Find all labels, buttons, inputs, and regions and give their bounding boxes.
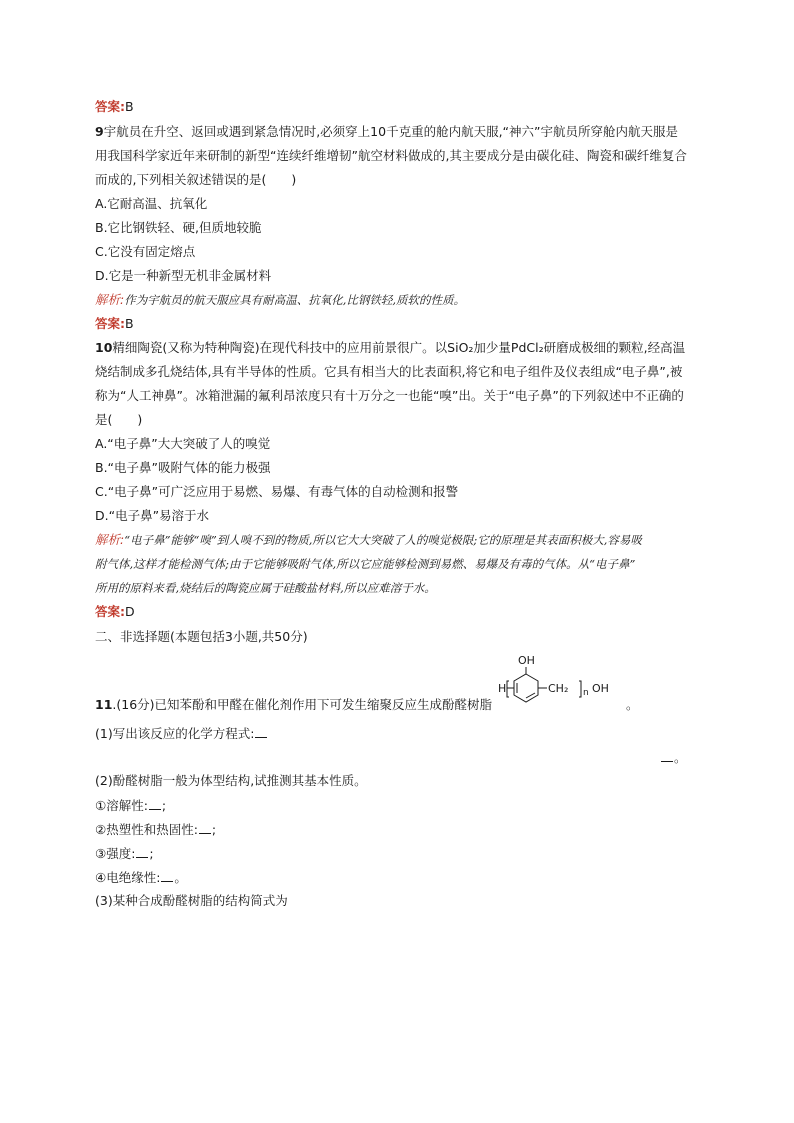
q10-analysis-2: 附气体,这样才能检测气体;由于它能够吸附气体,所以它应能够检测到易燃、易爆及有毒的气体。从“电子鼻”: [95, 557, 636, 571]
structure-ch2: CH₂: [548, 682, 569, 695]
sub-label: ①溶解性:: [95, 798, 148, 813]
section-title: 二、非选择题(本题包括3小题,共50分): [95, 629, 308, 644]
q9-option-c: C.它没有固定熔点: [95, 244, 196, 259]
q11-stem-end: 。: [626, 697, 639, 712]
sub-label: ③强度:: [95, 846, 136, 861]
answer-blank: [255, 725, 267, 738]
q9-line2: 用我国科学家近年来研制的新型“连续纤维增韧”航空材料做成的,其主要成分是由碳化硅、陶瓷和碳纤维复合: [95, 148, 687, 163]
q10-text: 精细陶瓷(又称为特种陶瓷)在现代科技中的应用前景很广。以SiO₂加少量PdCl₂研磨成极细的颗粒,经高温: [112, 340, 686, 355]
analysis-label: 解析:: [95, 292, 125, 307]
q11-part1-end: [660, 749, 687, 766]
q11-sub-2: [95, 821, 216, 838]
q10-line4: 是( ): [95, 412, 143, 427]
analysis-text: “电子鼻”能够“嗅”到人嗅不到的物质,所以它大大突破了人的嗅觉极限;它的原理是其表面积极大,容易吸: [124, 533, 642, 547]
q9-option-b: B.它比钢铁轻、硬,但质地较脆: [95, 220, 262, 235]
q10-option-d: D.“电子鼻”易溶于水: [95, 508, 210, 523]
phenol-formaldehyde-resin-structure: [498, 650, 638, 720]
q9-analysis: [95, 292, 465, 308]
q11-part3: (3)某种合成酚醛树脂的结构简式为: [95, 893, 288, 908]
question-number: 9: [95, 124, 104, 139]
q11-part2: (2)酚醛树脂一般为体型结构,试推测其基本性质。: [95, 773, 367, 788]
answer-blank: [161, 869, 173, 882]
sub-end: 。: [174, 870, 187, 885]
q9-option-a: A.它耐高温、抗氧化: [95, 196, 208, 211]
analysis-label: 解析:: [95, 532, 125, 547]
q10-option-c: C.“电子鼻”可广泛应用于易燃、易爆、有毒气体的自动检测和报警: [95, 484, 459, 499]
q10-option-a: A.“电子鼻”大大突破了人的嗅觉: [95, 436, 271, 451]
q11-sub-4: [95, 869, 187, 886]
answer-label: 答案:: [95, 604, 125, 619]
q10-line3: 称为“人工神鼻”。冰箱泄漏的氟利昂浓度只有十万分之一也能“嗅”出。关于“电子鼻”的下列叙述中不正确的: [95, 388, 684, 403]
answer-value: B: [125, 99, 134, 114]
answer-value: D: [125, 604, 135, 619]
answer-blank: [136, 845, 148, 858]
question-number: 10: [95, 340, 113, 355]
q10-analysis-3: 所用的原料来看,烧结后的陶瓷应属于硅酸盐材料,所以应难溶于水。: [95, 581, 436, 595]
q9-line1: [95, 124, 678, 140]
q9-line3: 而成的,下列相关叙述错误的是( ): [95, 172, 297, 187]
answer-label: 答案:: [95, 99, 125, 114]
answer-blank: [661, 749, 673, 762]
q8-answer: [95, 99, 134, 115]
q11-part1: [95, 725, 268, 742]
q10-line2: 烧结制成多孔烧结体,具有半导体的性质。它具有相当大的比表面积,将它和电子组件及仪表组成“电子鼻”,被: [95, 364, 683, 379]
structure-oh-top: OH: [518, 654, 535, 667]
answer-blank: [149, 797, 161, 810]
q10-line1: [95, 340, 685, 356]
sub-end: ;: [161, 798, 167, 813]
structure-oh-right: OH: [592, 682, 609, 695]
q9-option-d: D.它是一种新型无机非金属材料: [95, 268, 272, 283]
question-number: 11: [95, 697, 113, 712]
q9-text: 宇航员在升空、返回或遇到紧急情况时,必须穿上10千克重的舱内航天服,“神六”宇航员所穿舱内航天服是: [103, 124, 679, 139]
answer-blank: [199, 821, 211, 834]
q11-sub-3: [95, 845, 154, 862]
sub-label: ②热塑性和热固性:: [95, 822, 198, 837]
q11-part1-text: (1)写出该反应的化学方程式:: [95, 726, 255, 741]
structure-n: n: [583, 688, 589, 698]
sub-end: ;: [149, 846, 154, 861]
sub-label: ④电绝缘性:: [95, 870, 161, 885]
q9-answer: [95, 316, 134, 332]
q10-analysis-1: [95, 532, 642, 548]
q10-answer: [95, 604, 135, 620]
analysis-text: 作为宇航员的航天服应具有耐高温、抗氧化,比钢铁轻,质软的性质。: [124, 293, 466, 307]
q11-text: .(16分)已知苯酚和甲醛在催化剂作用下可发生缩聚反应生成酚醛树脂: [112, 697, 493, 712]
q11-sub-1: [95, 797, 166, 814]
q10-option-b: B.“电子鼻”吸附气体的能力极强: [95, 460, 271, 475]
structure-h: H: [498, 682, 507, 695]
q11-stem: [95, 697, 492, 713]
sub-end: ;: [211, 822, 217, 837]
answer-label: 答案:: [95, 316, 125, 331]
answer-value: B: [125, 316, 134, 331]
q11-part1-period: 。: [674, 750, 687, 765]
